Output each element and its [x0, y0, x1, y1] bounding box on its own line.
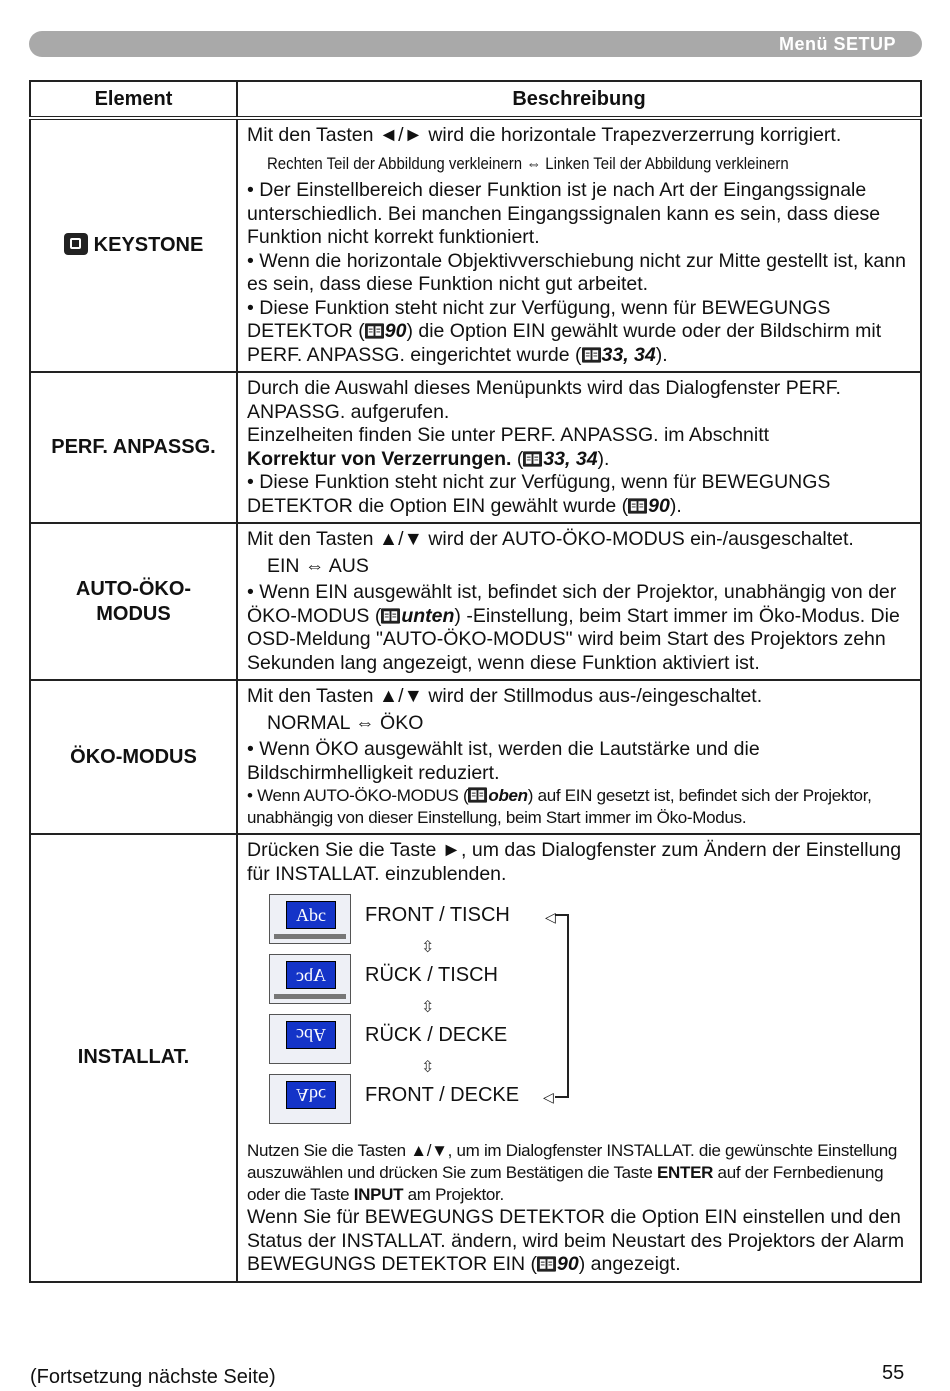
book-ref-icon: [468, 787, 487, 803]
perf-p3-text-a: • Diese Funktion steht nicht zur Verfügung, wenn für BEWEGUNGS DETEKTOR die Option EIN gewählt wurde (: [247, 471, 831, 517]
eco-line1: Mit den Tasten ▲/▼ wird der Stillmodus aus-/eingeschaltet.: [247, 685, 763, 707]
book-ref-icon: [628, 498, 647, 514]
section-header-bar: [29, 31, 922, 57]
install-options-diagram: [247, 894, 910, 1134]
projected-screen: Abc: [286, 1021, 336, 1049]
perf-p3: [247, 471, 910, 518]
element-name-eco-mode: ÖKO-MODUS: [70, 745, 197, 768]
element-cell-installat: [30, 834, 237, 1282]
option-front-ceiling: FRONT / DECKE: [365, 1084, 520, 1106]
element-cell-auto-eco-mode: [30, 523, 237, 680]
book-ref-icon: [537, 1256, 556, 1272]
page-number: 55: [882, 1362, 905, 1384]
up-down-arrow-icon: ⇳: [421, 1059, 435, 1076]
element-cell-perf-anpassg: [30, 372, 237, 523]
perf-p1: Durch die Auswahl dieses Menüpunkts wird das Dialogfenster PERF. ANPASSG. aufgerufen.: [247, 377, 841, 423]
keystone-p3-text-a: • Diese Funktion steht nicht zur Verfügung, wenn für BEWEGUNGS DETEKTOR (: [247, 296, 831, 342]
column-header-element: Element: [30, 81, 237, 118]
autoeco-line1: Mit den Tasten ▲/▼ wird der AUTO-ÖKO-MODUS ein-/ausgeschaltet.: [247, 528, 854, 550]
front-ceiling-image: [269, 1074, 351, 1124]
loop-arrow-bottom-icon: ◁: [543, 1089, 554, 1105]
cycle-loop-line: [555, 914, 569, 1098]
description-cell-auto-eco-mode: [237, 523, 921, 680]
continued-note: (Fortsetzung nächste Seite): [30, 1366, 276, 1388]
front-table-image: [269, 894, 351, 944]
eco-p2: [247, 785, 910, 829]
install-line1: Drücken Sie die Taste ►, um das Dialogfenster zum Ändern der Einstellung für INSTALLAT. einzublenden.: [247, 839, 902, 885]
description-cell-installat: [237, 834, 921, 1282]
rear-table-image: [269, 954, 351, 1004]
keystone-p3: [247, 297, 910, 368]
eco-p2-text-b: ) auf EIN gesetzt ist, befindet sich der Projektor, unabhängig von dieser Einstellung, beim Start immer im Öko-Modus.: [247, 786, 872, 827]
install-p2-text-a: Wenn Sie für BEWEGUNGS DETEKTOR die Option EIN einstellen und den Status der INSTALLAT. ändern, wird beim Neustart des Projektors der Alarm BEWEGUNGS DETEKTOR EIN (: [247, 1206, 905, 1275]
element-cell-eco-mode: [30, 680, 237, 834]
table-row-eco-mode: [30, 680, 921, 834]
enter-key: ENTER: [657, 1163, 714, 1182]
table-row-installat: [30, 834, 921, 1282]
install-p1-text-b: auf der Fernbedienung oder die Taste: [247, 1163, 884, 1204]
keystone-icon: [64, 233, 88, 255]
keystone-p1: • Der Einstellbereich dieser Funktion ist je nach Art der Eingangssignale unterschiedlich. Bei manchen Eingangssignalen kann es sein, dass diese Funktion nicht korrekt funktioniert.: [247, 179, 881, 248]
book-ref-icon: [582, 347, 601, 363]
table-row-keystone: [30, 118, 921, 372]
projected-screen: Abc: [286, 961, 336, 989]
install-p1-text-a: Nutzen Sie die Tasten ▲/▼, um im Dialogfenster INSTALLAT. die gewünschte Einstellung auszuwählen und drücken Sie zum Bestätigen die Taste: [247, 1141, 898, 1182]
autoeco-p1-text-b: ) -Einstellung, beim Start immer im Öko-Modus. Die OSD-Meldung "AUTO-ÖKO-MODUS" wird beim Start des Projektors zehn Sekunden lang angezeigt, wenn diese Funktion aktiviert ist.: [247, 604, 900, 674]
book-ref-icon: [523, 451, 542, 467]
eco-p1: • Wenn ÖKO ausgewählt ist, werden die Lautstärke und die Bildschirmhelligkeit reduziert.: [247, 738, 760, 784]
install-p1: [247, 1140, 910, 1206]
autoeco-p1-text-a: • Wenn EIN ausgewählt ist, befindet sich der Projektor, unabhängig von der ÖKO-MODUS (: [247, 581, 897, 627]
input-key: INPUT: [353, 1185, 404, 1204]
setup-menu-table: [29, 80, 922, 1283]
option-rear-ceiling: RÜCK / DECKE: [365, 1024, 508, 1046]
element-name-keystone: KEYSTONE: [93, 234, 204, 256]
description-cell-perf-anpassg: [237, 372, 921, 523]
element-name-installat: INSTALLAT.: [77, 1046, 190, 1069]
page-ref-33-34: 33, 34: [601, 343, 656, 366]
perf-bold-ref: Korrektur von Verzerrungen.: [247, 447, 512, 470]
table-header-row: [30, 81, 921, 118]
perf-p2: Einzelheiten finden Sie unter PERF. ANPASSG. im Abschnitt: [247, 424, 770, 446]
install-p2: [247, 1206, 910, 1277]
element-cell-keystone: [30, 118, 237, 372]
book-ref-icon: [381, 608, 400, 624]
description-cell-keystone: [237, 118, 921, 372]
eco-options: NORMAL ⇔ ÖKO: [267, 711, 424, 734]
page-ref-oben: oben: [488, 786, 528, 805]
description-cell-eco-mode: [237, 680, 921, 834]
eco-p2-text-a: • Wenn AUTO-ÖKO-MODUS (: [247, 786, 469, 805]
install-p2-text-b: ) angezeigt.: [578, 1253, 681, 1275]
element-name-perf-anpassg: PERF. ANPASSG.: [51, 436, 216, 458]
keystone-p3-text-c: ).: [655, 343, 668, 366]
option-rear-table: RÜCK / TISCH: [365, 964, 498, 986]
perf-p3-text-b: ).: [669, 494, 682, 517]
element-name-auto-eco-mode: AUTO-ÖKO- MODUS: [75, 577, 192, 625]
loop-arrow-top-icon: ◁: [545, 909, 556, 925]
autoeco-p1: [247, 581, 910, 675]
section-title: Menü SETUP: [778, 34, 896, 54]
perf-p2-ref: Korrektur von Verzerrungen. ( 33, 34).: [247, 447, 610, 470]
rear-ceiling-image: [269, 1014, 351, 1064]
keystone-p2: • Wenn die horizontale Objektivverschiebung nicht zur Mitte gestellt ist, kann es sein, dass diese Funktion nicht gut arbeitet.: [247, 249, 906, 295]
projected-screen: Abc: [286, 901, 336, 929]
install-p1-text-c: am Projektor.: [403, 1185, 504, 1204]
projected-screen: Abc: [286, 1081, 336, 1109]
keystone-range: Rechten Teil der Abbildung verkleinern ⇔ Linken Teil der Abbildung verkleinern: [267, 153, 789, 173]
book-ref-icon: [365, 323, 384, 339]
page-ref-unten: unten: [401, 604, 455, 627]
table-row-perf-anpassg: [30, 372, 921, 523]
page-ref-90: 90: [648, 494, 670, 517]
table-surface: [274, 994, 346, 999]
page-ref-90: 90: [557, 1253, 579, 1275]
page-ref-33-34: 33, 34: [543, 447, 598, 470]
page-ref-90: 90: [384, 320, 407, 342]
keystone-p3-text-b: ) die Option EIN gewählt wurde oder der Bildschirm mit PERF. ANPASSG. eingerichtet wurde (: [247, 320, 882, 366]
table-row-auto-eco-mode: [30, 523, 921, 680]
column-header-description: Beschreibung: [237, 81, 921, 118]
up-down-arrow-icon: ⇳: [421, 999, 435, 1016]
keystone-line1: Mit den Tasten ◄/► wird die horizontale Trapezverzerrung korrigiert.: [247, 124, 842, 146]
up-down-arrow-icon: ⇳: [421, 939, 435, 956]
option-front-table: FRONT / TISCH: [365, 904, 510, 926]
table-surface: [274, 934, 346, 939]
autoeco-options: EIN ⇔ AUS: [267, 554, 369, 577]
